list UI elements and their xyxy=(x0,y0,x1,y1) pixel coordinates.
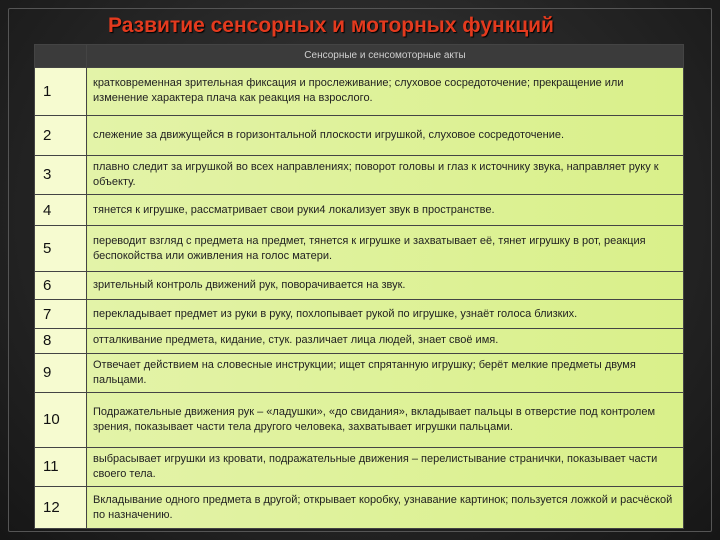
row-text: перекладывает предмет из руки в руку, похлопывает рукой по игрушке, узнаёт голоса близких. xyxy=(87,300,684,328)
table-header-number xyxy=(35,45,87,68)
development-table xyxy=(34,44,684,529)
row-text: Вкладывание одного предмета в другой; открывает коробку, узнавание картинок; пользуется ложкой и расчёской по назначению. xyxy=(87,487,684,529)
row-number: 10 xyxy=(35,393,87,447)
row-number: 12 xyxy=(35,487,87,529)
row-number: 3 xyxy=(35,155,87,195)
row-text: тянется к игрушке, рассматривает свои руки4 локализует звук в пространстве. xyxy=(87,195,684,226)
row-text: плавно следит за игрушкой во всех направлениях; поворот головы и глаз к источнику звука, направляет руку к объекту. xyxy=(87,155,684,195)
row-number: 7 xyxy=(35,300,87,328)
row-number: 2 xyxy=(35,115,87,155)
row-number: 5 xyxy=(35,226,87,272)
row-number: 6 xyxy=(35,272,87,300)
row-text: отталкивание предмета, кидание, стук. различает лица людей, знает своё имя. xyxy=(87,328,684,353)
row-number: 11 xyxy=(35,447,87,487)
row-text: выбрасывает игрушки из кровати, подражательные движения – перелистывание странички, показывает части своего тела. xyxy=(87,447,684,487)
row-text: кратковременная зрительная фиксация и прослеживание; слуховое сосредоточение; прекращение или изменение характера плача как реакция на взрослого. xyxy=(87,67,684,115)
row-text: Отвечает действием на словесные инструкции; ищет спрятанную игрушку; берёт мелкие предметы двумя пальцами. xyxy=(87,353,684,393)
page-title: Развитие сенсорных и моторных функций xyxy=(108,14,554,37)
row-number: 1 xyxy=(35,67,87,115)
row-number: 4 xyxy=(35,195,87,226)
row-text: зрительный контроль движений рук, поворачивается на звук. xyxy=(87,272,684,300)
row-text: Подражательные движения рук – «ладушки», «до свидания», вкладывает пальцы в отверстие под контролем зрения, показывает части тела другого человека, захватывает игрушки пальцами. xyxy=(87,393,684,447)
row-number: 9 xyxy=(35,353,87,393)
row-text: переводит взгляд с предмета на предмет, тянется к игрушке и захватывает её, тянет игрушку в рот, реакция беспокойства или оживления на голос матери. xyxy=(87,226,684,272)
row-number: 8 xyxy=(35,328,87,353)
row-text: слежение за движущейся в горизонтальной плоскости игрушкой, слуховое сосредоточение. xyxy=(87,115,684,155)
table-header: Сенсорные и сенсомоторные акты xyxy=(87,45,684,68)
